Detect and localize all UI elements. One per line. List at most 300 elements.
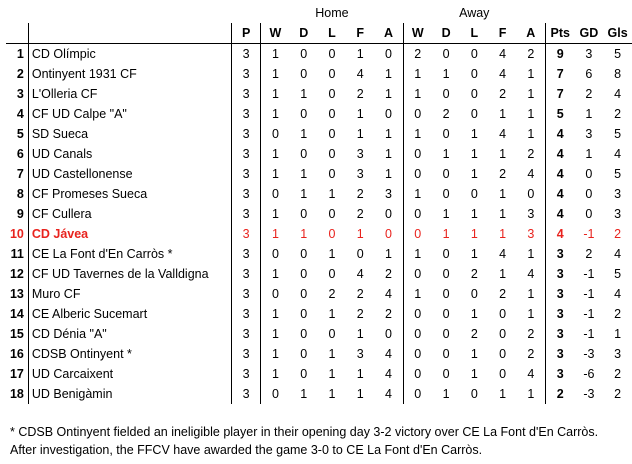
position-cell: 3 bbox=[16, 87, 24, 101]
away-for-cell: 2 bbox=[499, 87, 507, 101]
home-drawn-cell: 1 bbox=[300, 387, 308, 401]
home-lost-cell: 0 bbox=[328, 227, 336, 241]
points-cell: 3 bbox=[545, 284, 574, 304]
position-cell: 18 bbox=[9, 387, 24, 401]
home-won-cell: 0 bbox=[261, 184, 290, 204]
home-lost-cell: 2 bbox=[328, 287, 336, 301]
home-drawn-cell: 0 bbox=[300, 347, 308, 361]
away-lost-cell: 1 bbox=[470, 127, 478, 141]
goal-difference-cell: -1 bbox=[583, 307, 595, 321]
table-row bbox=[6, 104, 632, 124]
away-for-cell: 2 bbox=[499, 167, 507, 181]
home-for-cell: 2 bbox=[356, 287, 364, 301]
away-drawn-cell: 0 bbox=[442, 347, 450, 361]
team-name-cell: CF Cullera bbox=[28, 204, 231, 224]
goals-cell: 2 bbox=[614, 307, 622, 321]
away-against-cell: 2 bbox=[527, 327, 535, 341]
home-for-cell: 2 bbox=[356, 207, 364, 221]
goal-difference-cell: -3 bbox=[583, 347, 595, 361]
points-cell: 3 bbox=[545, 364, 574, 384]
away-lost-cell: 0 bbox=[470, 67, 478, 81]
away-for-cell: 1 bbox=[499, 187, 507, 201]
goal-difference-cell: 3 bbox=[585, 47, 593, 61]
home-against-cell: 1 bbox=[384, 247, 392, 261]
away-against-cell: 4 bbox=[527, 367, 535, 381]
home-drawn-cell: 0 bbox=[300, 67, 308, 81]
goals-cell: 3 bbox=[614, 207, 622, 221]
away-lost-cell: 0 bbox=[470, 87, 478, 101]
home-drawn-cell: 0 bbox=[300, 367, 308, 381]
away-drawn-cell: 0 bbox=[442, 187, 450, 201]
goals-cell: 4 bbox=[614, 147, 622, 161]
played-cell: 3 bbox=[232, 164, 261, 184]
home-won-cell: 1 bbox=[261, 344, 290, 364]
home-for-cell: 3 bbox=[356, 347, 364, 361]
home-lost-cell: 0 bbox=[328, 67, 336, 81]
goal-difference-cell: 1 bbox=[585, 147, 593, 161]
home-won-cell: 1 bbox=[261, 64, 290, 84]
col-header-points: Pts bbox=[545, 23, 574, 44]
table-row bbox=[6, 324, 632, 344]
team-name-cell: CD Olímpic bbox=[28, 44, 231, 65]
home-for-cell: 4 bbox=[356, 267, 364, 281]
position-cell: 7 bbox=[16, 167, 24, 181]
points-cell: 2 bbox=[545, 384, 574, 404]
away-for-cell: 0 bbox=[499, 307, 507, 321]
team-name-cell: Muro CF bbox=[28, 284, 231, 304]
home-against-cell: 0 bbox=[384, 107, 392, 121]
away-lost-cell: 1 bbox=[470, 167, 478, 181]
away-for-cell: 1 bbox=[499, 207, 507, 221]
table-row bbox=[6, 364, 632, 384]
team-name-cell: CE Alberic Sucemart bbox=[28, 304, 231, 324]
home-for-cell: 1 bbox=[356, 367, 364, 381]
table-body bbox=[6, 44, 632, 405]
team-name-cell: CF UD Tavernes de la Valldigna bbox=[28, 264, 231, 284]
home-drawn-cell: 1 bbox=[300, 227, 308, 241]
home-for-cell: 2 bbox=[356, 87, 364, 101]
away-drawn-cell: 0 bbox=[442, 87, 450, 101]
home-against-cell: 0 bbox=[384, 207, 392, 221]
position-cell: 16 bbox=[9, 347, 24, 361]
away-won-cell: 1 bbox=[403, 84, 432, 104]
points-cell: 5 bbox=[545, 104, 574, 124]
played-cell: 3 bbox=[232, 64, 261, 84]
points-cell: 3 bbox=[545, 264, 574, 284]
away-won-cell: 0 bbox=[403, 104, 432, 124]
points-cell: 9 bbox=[545, 44, 574, 65]
home-against-cell: 3 bbox=[384, 187, 392, 201]
goals-cell: 4 bbox=[614, 287, 622, 301]
played-cell: 3 bbox=[232, 264, 261, 284]
points-cell: 4 bbox=[545, 144, 574, 164]
team-name-cell: UD Canals bbox=[28, 144, 231, 164]
footnote-line-2: After investigation, the FFCV have awarded the game 3-0 to CE La Font d'En Carròs. bbox=[10, 443, 483, 457]
team-name-cell: CF Promeses Sueca bbox=[28, 184, 231, 204]
away-won-cell: 0 bbox=[403, 224, 432, 244]
position-cell: 5 bbox=[16, 127, 24, 141]
away-drawn-cell: 0 bbox=[442, 127, 450, 141]
away-won-cell: 1 bbox=[403, 124, 432, 144]
home-drawn-cell: 1 bbox=[300, 187, 308, 201]
away-against-cell: 4 bbox=[527, 267, 535, 281]
goal-difference-cell: -1 bbox=[583, 227, 595, 241]
goal-difference-cell: 1 bbox=[585, 107, 593, 121]
away-won-cell: 0 bbox=[403, 164, 432, 184]
away-for-cell: 0 bbox=[499, 327, 507, 341]
away-drawn-cell: 1 bbox=[442, 227, 450, 241]
home-drawn-cell: 1 bbox=[300, 167, 308, 181]
table-row bbox=[6, 344, 632, 364]
away-won-cell: 1 bbox=[403, 244, 432, 264]
table-row bbox=[6, 84, 632, 104]
home-won-cell: 1 bbox=[261, 164, 290, 184]
table-row bbox=[6, 164, 632, 184]
played-cell: 3 bbox=[232, 144, 261, 164]
away-drawn-cell: 2 bbox=[442, 107, 450, 121]
goals-cell: 2 bbox=[614, 227, 622, 241]
away-drawn-cell: 1 bbox=[442, 147, 450, 161]
home-won-cell: 1 bbox=[261, 44, 290, 65]
home-lost-cell: 0 bbox=[328, 147, 336, 161]
table-row bbox=[6, 44, 632, 65]
away-won-cell: 0 bbox=[403, 204, 432, 224]
points-cell: 4 bbox=[545, 164, 574, 184]
home-against-cell: 1 bbox=[384, 127, 392, 141]
away-drawn-cell: 0 bbox=[442, 307, 450, 321]
away-lost-cell: 0 bbox=[470, 107, 478, 121]
played-cell: 3 bbox=[232, 84, 261, 104]
away-won-cell: 2 bbox=[403, 44, 432, 65]
away-drawn-cell: 0 bbox=[442, 287, 450, 301]
points-cell: 4 bbox=[545, 124, 574, 144]
away-against-cell: 2 bbox=[527, 147, 535, 161]
home-against-cell: 2 bbox=[384, 267, 392, 281]
home-drawn-cell: 0 bbox=[300, 307, 308, 321]
away-against-cell: 1 bbox=[527, 247, 535, 261]
team-name-cell: CDSB Ontinyent * bbox=[28, 344, 231, 364]
away-lost-cell: 1 bbox=[470, 227, 478, 241]
away-lost-cell: 1 bbox=[470, 247, 478, 261]
home-won-cell: 0 bbox=[261, 384, 290, 404]
away-lost-cell: 0 bbox=[470, 47, 478, 61]
home-against-cell: 1 bbox=[384, 87, 392, 101]
home-against-cell: 0 bbox=[384, 47, 392, 61]
away-for-cell: 4 bbox=[499, 247, 507, 261]
away-for-cell: 1 bbox=[499, 147, 507, 161]
played-cell: 3 bbox=[232, 324, 261, 344]
table-row bbox=[6, 184, 632, 204]
col-header-home-lost: L bbox=[318, 23, 346, 44]
home-lost-cell: 0 bbox=[328, 207, 336, 221]
points-cell: 4 bbox=[545, 204, 574, 224]
points-cell: 3 bbox=[545, 344, 574, 364]
table-row bbox=[6, 224, 632, 244]
home-for-cell: 1 bbox=[356, 127, 364, 141]
away-drawn-cell: 1 bbox=[442, 387, 450, 401]
home-lost-cell: 0 bbox=[328, 167, 336, 181]
away-won-cell: 0 bbox=[403, 344, 432, 364]
table-row bbox=[6, 244, 632, 264]
col-header-played: P bbox=[232, 23, 261, 44]
away-against-cell: 3 bbox=[527, 207, 535, 221]
away-for-cell: 4 bbox=[499, 67, 507, 81]
away-for-cell: 2 bbox=[499, 287, 507, 301]
table-row bbox=[6, 304, 632, 324]
goal-difference-cell: 2 bbox=[585, 87, 593, 101]
team-name-cell: CD Jávea bbox=[28, 224, 231, 244]
table-row bbox=[6, 124, 632, 144]
col-header-away-for: F bbox=[488, 23, 516, 44]
goal-difference-cell: 0 bbox=[585, 187, 593, 201]
home-won-cell: 1 bbox=[261, 144, 290, 164]
points-cell: 7 bbox=[545, 64, 574, 84]
away-for-cell: 0 bbox=[499, 347, 507, 361]
position-cell: 11 bbox=[10, 247, 24, 261]
home-for-cell: 3 bbox=[356, 167, 364, 181]
away-lost-cell: 1 bbox=[470, 147, 478, 161]
table-row bbox=[6, 64, 632, 84]
away-drawn-cell: 0 bbox=[442, 267, 450, 281]
home-won-cell: 1 bbox=[261, 224, 290, 244]
goal-difference-cell: -1 bbox=[583, 267, 595, 281]
played-cell: 3 bbox=[232, 364, 261, 384]
position-cell: 15 bbox=[9, 327, 24, 341]
away-against-cell: 1 bbox=[527, 127, 535, 141]
goals-cell: 4 bbox=[614, 247, 622, 261]
goals-cell: 5 bbox=[614, 127, 622, 141]
goals-cell: 1 bbox=[614, 327, 622, 341]
played-cell: 3 bbox=[232, 124, 261, 144]
goal-difference-cell: -3 bbox=[583, 387, 595, 401]
home-drawn-cell: 0 bbox=[300, 247, 308, 261]
col-header-away-won: W bbox=[403, 23, 432, 44]
away-lost-cell: 0 bbox=[470, 287, 478, 301]
home-lost-cell: 0 bbox=[328, 87, 336, 101]
goal-difference-cell: 2 bbox=[585, 247, 593, 261]
home-drawn-cell: 0 bbox=[300, 327, 308, 341]
away-drawn-cell: 0 bbox=[442, 47, 450, 61]
points-cell: 3 bbox=[545, 324, 574, 344]
home-for-cell: 3 bbox=[356, 147, 364, 161]
home-drawn-cell: 0 bbox=[300, 107, 308, 121]
col-header-away-drawn: D bbox=[432, 23, 460, 44]
away-won-cell: 1 bbox=[403, 184, 432, 204]
goals-cell: 2 bbox=[614, 387, 622, 401]
team-name-cell: CD Dénia "A" bbox=[28, 324, 231, 344]
goals-cell: 5 bbox=[614, 167, 622, 181]
goals-cell: 5 bbox=[614, 47, 622, 61]
home-against-cell: 1 bbox=[384, 167, 392, 181]
position-cell: 13 bbox=[9, 287, 24, 301]
away-for-cell: 1 bbox=[499, 227, 507, 241]
footnote bbox=[10, 423, 626, 459]
away-against-cell: 3 bbox=[527, 227, 535, 241]
played-cell: 3 bbox=[232, 204, 261, 224]
col-header-goals: Gls bbox=[603, 23, 632, 44]
table-row bbox=[6, 284, 632, 304]
col-header-away-against: A bbox=[517, 23, 546, 44]
away-lost-cell: 0 bbox=[470, 187, 478, 201]
away-drawn-cell: 0 bbox=[442, 167, 450, 181]
team-name-cell: L'Olleria CF bbox=[28, 84, 231, 104]
away-won-cell: 0 bbox=[403, 364, 432, 384]
team-name-cell: CE La Font d'En Carròs * bbox=[28, 244, 231, 264]
home-lost-cell: 1 bbox=[328, 387, 336, 401]
home-lost-cell: 0 bbox=[328, 107, 336, 121]
played-cell: 3 bbox=[232, 184, 261, 204]
team-name-cell: UD Carcaixent bbox=[28, 364, 231, 384]
played-cell: 3 bbox=[232, 304, 261, 324]
home-drawn-cell: 0 bbox=[300, 47, 308, 61]
away-group-label: Away bbox=[459, 6, 490, 20]
position-cell: 8 bbox=[16, 187, 24, 201]
points-cell: 3 bbox=[545, 304, 574, 324]
points-cell: 7 bbox=[545, 84, 574, 104]
position-cell: 4 bbox=[16, 107, 24, 121]
home-for-cell: 1 bbox=[356, 387, 364, 401]
away-lost-cell: 2 bbox=[470, 327, 478, 341]
home-for-cell: 1 bbox=[356, 327, 364, 341]
home-against-cell: 0 bbox=[384, 227, 392, 241]
goals-cell: 5 bbox=[614, 267, 622, 281]
away-for-cell: 4 bbox=[499, 127, 507, 141]
points-cell: 3 bbox=[545, 244, 574, 264]
goal-difference-cell: -1 bbox=[583, 287, 595, 301]
col-header-home-against: A bbox=[374, 23, 403, 44]
home-won-cell: 0 bbox=[261, 284, 290, 304]
away-against-cell: 1 bbox=[527, 67, 535, 81]
goals-cell: 8 bbox=[614, 67, 622, 81]
home-lost-cell: 1 bbox=[328, 347, 336, 361]
away-lost-cell: 1 bbox=[470, 207, 478, 221]
goals-cell: 2 bbox=[614, 367, 622, 381]
away-for-cell: 0 bbox=[499, 367, 507, 381]
home-drawn-cell: 0 bbox=[300, 207, 308, 221]
home-drawn-cell: 0 bbox=[300, 147, 308, 161]
goal-difference-cell: 3 bbox=[585, 127, 593, 141]
away-lost-cell: 1 bbox=[470, 367, 478, 381]
home-won-cell: 0 bbox=[261, 244, 290, 264]
home-group-label: Home bbox=[315, 6, 349, 20]
away-drawn-cell: 1 bbox=[442, 207, 450, 221]
table-row bbox=[6, 264, 632, 284]
home-won-cell: 0 bbox=[261, 124, 290, 144]
team-name-cell: Ontinyent 1931 CF bbox=[28, 64, 231, 84]
away-lost-cell: 2 bbox=[470, 267, 478, 281]
home-won-cell: 1 bbox=[261, 104, 290, 124]
away-for-cell: 1 bbox=[499, 387, 507, 401]
col-header-goal-difference: GD bbox=[575, 23, 604, 44]
goal-difference-cell: -1 bbox=[583, 327, 595, 341]
position-cell: 9 bbox=[16, 207, 24, 221]
home-won-cell: 1 bbox=[261, 204, 290, 224]
position-cell: 12 bbox=[9, 267, 24, 281]
away-drawn-cell: 0 bbox=[442, 327, 450, 341]
home-lost-cell: 0 bbox=[328, 127, 336, 141]
home-drawn-cell: 1 bbox=[300, 127, 308, 141]
league-table bbox=[6, 3, 632, 404]
home-won-cell: 1 bbox=[261, 264, 290, 284]
away-against-cell: 0 bbox=[527, 187, 535, 201]
home-lost-cell: 0 bbox=[328, 47, 336, 61]
away-won-cell: 1 bbox=[403, 64, 432, 84]
points-cell: 4 bbox=[545, 184, 574, 204]
away-won-cell: 0 bbox=[403, 144, 432, 164]
away-against-cell: 1 bbox=[527, 307, 535, 321]
points-cell: 4 bbox=[545, 224, 574, 244]
home-against-cell: 4 bbox=[384, 287, 392, 301]
home-won-cell: 1 bbox=[261, 364, 290, 384]
played-cell: 3 bbox=[232, 284, 261, 304]
away-against-cell: 2 bbox=[527, 347, 535, 361]
away-lost-cell: 0 bbox=[470, 387, 478, 401]
home-against-cell: 2 bbox=[384, 307, 392, 321]
col-header-home-won: W bbox=[261, 23, 290, 44]
home-for-cell: 0 bbox=[356, 247, 364, 261]
home-for-cell: 4 bbox=[356, 67, 364, 81]
home-lost-cell: 1 bbox=[328, 187, 336, 201]
home-drawn-cell: 1 bbox=[300, 87, 308, 101]
away-against-cell: 1 bbox=[527, 387, 535, 401]
goals-cell: 4 bbox=[614, 87, 622, 101]
goals-cell: 2 bbox=[614, 107, 622, 121]
away-against-cell: 1 bbox=[527, 107, 535, 121]
header-row bbox=[6, 23, 632, 44]
position-cell: 6 bbox=[16, 147, 24, 161]
position-cell: 14 bbox=[9, 307, 24, 321]
position-cell: 2 bbox=[16, 67, 24, 81]
played-cell: 3 bbox=[232, 224, 261, 244]
away-drawn-cell: 0 bbox=[442, 247, 450, 261]
header-group-row bbox=[6, 3, 632, 23]
away-for-cell: 4 bbox=[499, 47, 507, 61]
team-name-cell: UD Castellonense bbox=[28, 164, 231, 184]
played-cell: 3 bbox=[232, 244, 261, 264]
away-won-cell: 0 bbox=[403, 264, 432, 284]
home-against-cell: 1 bbox=[384, 147, 392, 161]
goal-difference-cell: 6 bbox=[585, 67, 593, 81]
away-for-cell: 1 bbox=[499, 107, 507, 121]
team-name-cell: SD Sueca bbox=[28, 124, 231, 144]
home-lost-cell: 1 bbox=[328, 367, 336, 381]
home-drawn-cell: 0 bbox=[300, 267, 308, 281]
home-drawn-cell: 0 bbox=[300, 287, 308, 301]
away-for-cell: 1 bbox=[499, 267, 507, 281]
home-for-cell: 2 bbox=[356, 187, 364, 201]
position-cell: 17 bbox=[9, 367, 24, 381]
team-name-cell: CF UD Calpe "A" bbox=[28, 104, 231, 124]
home-for-cell: 1 bbox=[356, 227, 364, 241]
away-against-cell: 1 bbox=[527, 87, 535, 101]
played-cell: 3 bbox=[232, 44, 261, 65]
away-won-cell: 0 bbox=[403, 384, 432, 404]
team-name-cell: UD Benigàmin bbox=[28, 384, 231, 404]
goal-difference-cell: 0 bbox=[585, 167, 593, 181]
table-row bbox=[6, 144, 632, 164]
col-header-away-lost: L bbox=[460, 23, 488, 44]
played-cell: 3 bbox=[232, 104, 261, 124]
goals-cell: 3 bbox=[614, 187, 622, 201]
col-header-home-for: F bbox=[346, 23, 374, 44]
col-header-home-drawn: D bbox=[290, 23, 318, 44]
goal-difference-cell: -6 bbox=[583, 367, 595, 381]
table-row bbox=[6, 384, 632, 404]
home-against-cell: 4 bbox=[384, 347, 392, 361]
home-against-cell: 4 bbox=[384, 387, 392, 401]
home-won-cell: 1 bbox=[261, 84, 290, 104]
home-against-cell: 1 bbox=[384, 67, 392, 81]
